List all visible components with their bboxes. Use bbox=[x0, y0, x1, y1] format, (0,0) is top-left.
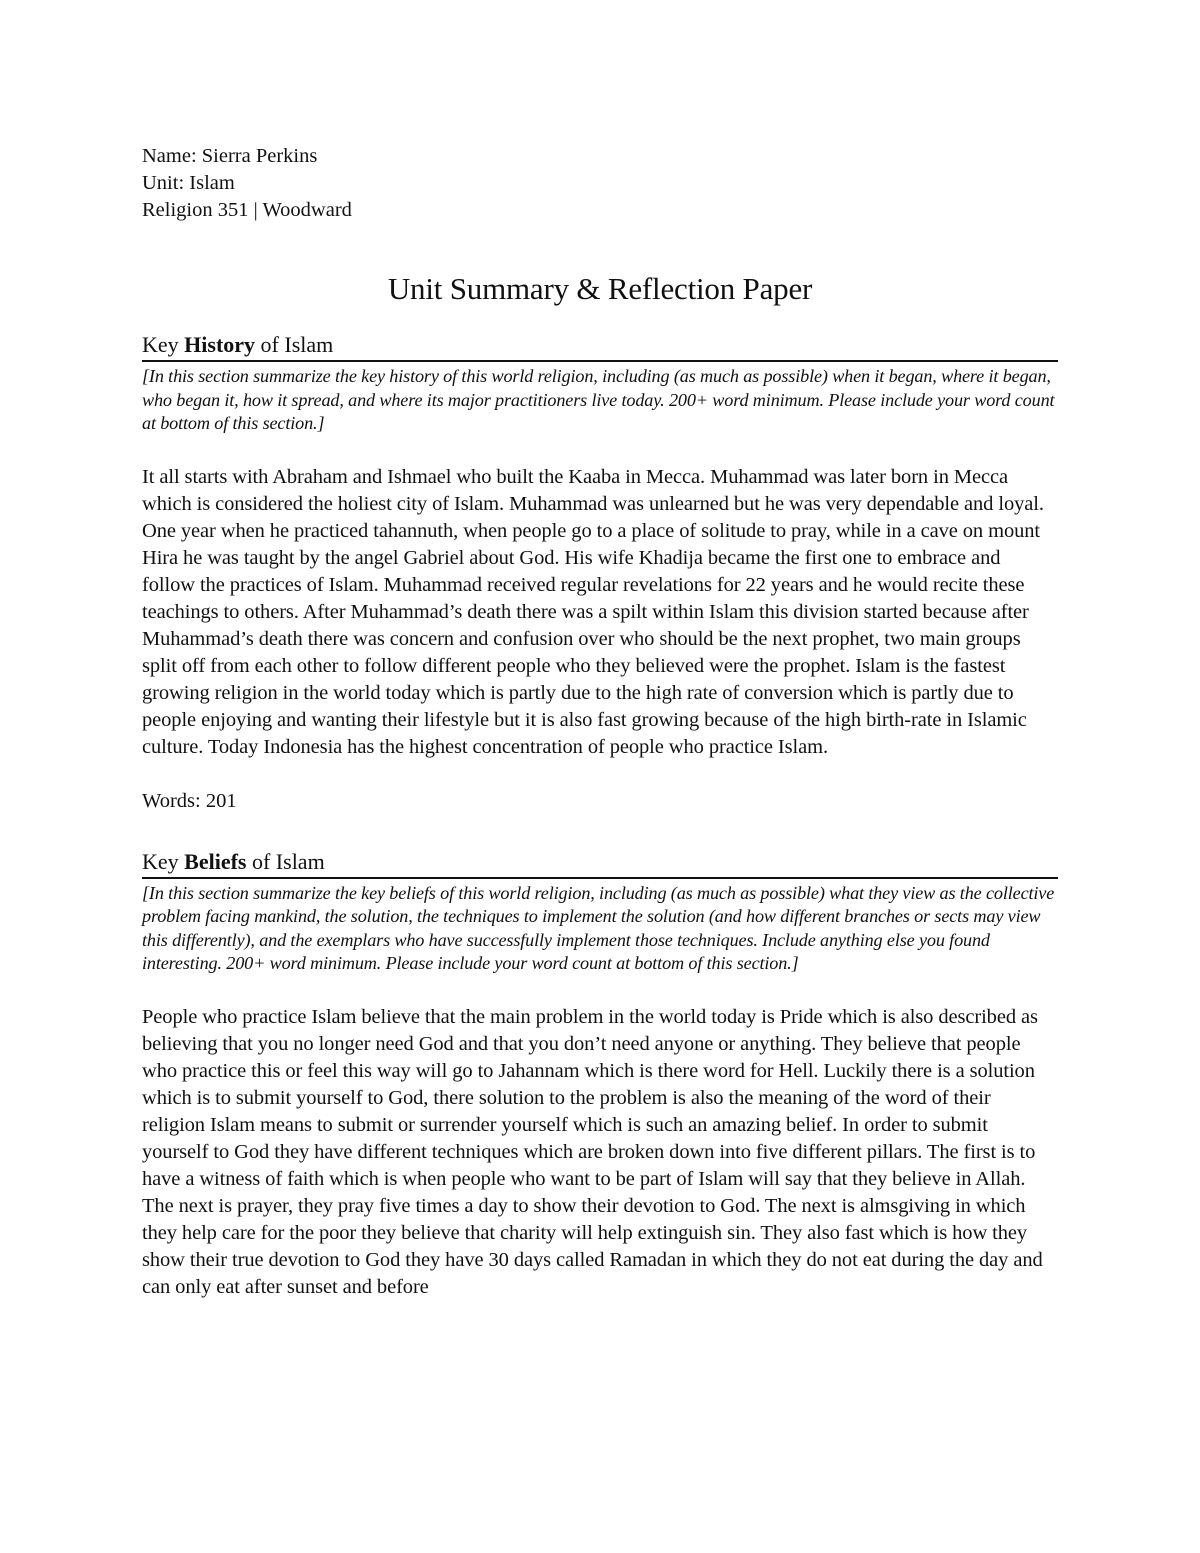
beliefs-heading bbox=[142, 848, 1058, 879]
beliefs-section bbox=[142, 848, 1058, 1301]
beliefs-instructions: [In this section summarize the key beliefs of this world religion, including (as much as possible) what they view as the collective problem facing mankind, the solution, the techniques to implement the solution (and how different branches or sects may view this differently), and the exemplars who have successfully implement those techniques. Include anything else you found interesting. 200+ word minimum. Please include your word count at bottom of this section.] bbox=[142, 882, 1055, 973]
unit-label: Unit: Islam bbox=[142, 172, 235, 194]
history-heading-prefix: Key bbox=[142, 332, 185, 357]
beliefs-heading-keyword: Beliefs bbox=[184, 848, 247, 874]
beliefs-heading-prefix: Key bbox=[142, 848, 185, 874]
beliefs-body: People who practice Islam believe that the main problem in the world today is Pride which is also described as believing that you no longer need God and that you don’t need anyone or anything. They believe that people who practice this or feel this way will go to Jahannam which is there word for Hell. Luckily there is a solution which is to submit yourself to God, there solution to the problem is also the meaning of the word of their religion Islam means to submit or surrender yourself which is such an amazing belief. In order to submit yourself to God they have different techniques which are broken down into five different pillars. The first is to have a witness of faith which is when people who want to be part of Islam will say that they believe in Allah. The next is prayer, they pray five times a day to show their devotion to God. The next is almsgiving in which they help care for the poor they believe that charity will help extinguish sin. They also fast which is how they show their true devotion to God they have 30 days called Ramadan in which they do not eat during the day and can only eat after sunset and before bbox=[142, 1005, 1043, 1298]
course-label: Religion 351 | Woodward bbox=[142, 199, 352, 221]
student-header bbox=[142, 143, 1058, 224]
history-heading-suffix: of Islam bbox=[255, 332, 334, 357]
history-instructions: [In this section summarize the key history of this world religion, including (as much as possible) when it began, where it began, who began it, how it spread, and where its major practitioners live today. 200+ word minimum. Please include your word count at bottom of this section.] bbox=[142, 366, 1055, 433]
history-section bbox=[142, 331, 1058, 815]
student-name: Name: Sierra Perkins bbox=[142, 145, 318, 167]
document-page bbox=[142, 143, 1058, 1301]
history-heading bbox=[142, 331, 1058, 362]
history-heading-keyword: History bbox=[184, 332, 256, 357]
history-word-count: Words: 201 bbox=[142, 789, 237, 812]
beliefs-heading-suffix: of Islam bbox=[246, 848, 325, 874]
history-body: It all starts with Abraham and Ishmael who built the Kaaba in Mecca. Muhammad was later born in Mecca which is considered the holiest city of Islam. Muhammad was unlearned but he was very dependable and loyal. One year when he practiced tahannuth, when people go to a place of solitude to pray, while in a cave on mount Hira he was taught by the angel Gabriel about God. His wife Khadija became the first one to embrace and follow the practices of Islam. Muhammad received regular revelations for 22 years and he would recite these teachings to others. After Muhammad’s death there was a spilt within Islam this division started because after Muhammad’s death there was concern and confusion over who should be the next prophet, two main groups split off from each other to follow different people who they believed were the prophet. Islam is the fastest growing religion in the world today which is partly due to the high rate of conversion which is partly due to people enjoying and wanting their lifestyle but it is also fast growing because of the high birth-rate in Islamic culture. Today Indonesia has the highest concentration of people who practice Islam. bbox=[142, 465, 1044, 758]
document-title: Unit Summary & Reflection Paper bbox=[387, 271, 813, 306]
